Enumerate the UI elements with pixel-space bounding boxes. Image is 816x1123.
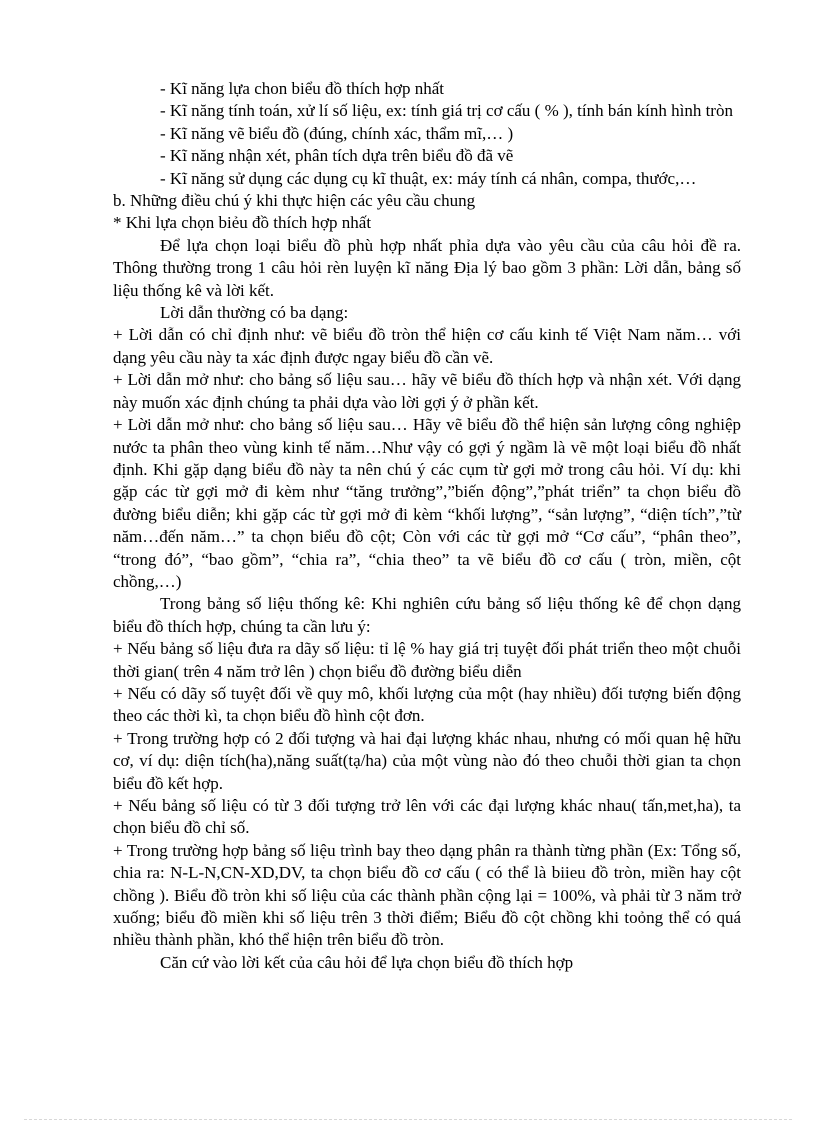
skill-item-analysis: - Kĩ năng nhận xét, phân tích dựa trên biểu đồ đã vẽ bbox=[160, 146, 514, 166]
page-boundary bbox=[24, 1119, 792, 1120]
rule-combined-chart: + Trong trường hợp có 2 đối tượng và hai đại lượng khác nhau, nhưng có mối quan hệ hữu cơ, ví dụ: diện tích(ha),năng suất(tạ/ha) của một vùng nào đó theo chuỗi thời gian ta chọn biểu đồ kết hợp. bbox=[113, 728, 741, 793]
lead-type-open: + Lời dẫn mở như: cho bảng số liệu sau… hãy vẽ biểu đồ thích hợp và nhận xét. Với dạng này muốn xác định chúng ta phải dựa vào lời gợi ý ở phần kết. bbox=[113, 370, 741, 412]
rule-bar-chart: + Nếu có dãy số tuyệt đối về quy mô, khối lượng của một (hay nhiều) đối tượng biến động theo các thời kì, ta chọn biểu đồ hình cột đơn. bbox=[113, 683, 741, 726]
skill-item-tools: - Kĩ năng sử dụng các dụng cụ kĩ thuật, ex: máy tính cá nhân, compa, thước,… bbox=[160, 168, 697, 188]
paragraph-conclusion: Căn cứ vào lời kết của câu hỏi để lựa chọn biểu đồ thích hợp bbox=[160, 952, 574, 972]
paragraph-statistics-table: Trong bảng số liệu thống kê: Khi nghiên cứu bảng số liệu thống kê để chọn dạng biểu đồ thích hợp, chúng ta cần lưu ý: bbox=[113, 594, 741, 636]
rule-structure-chart: + Trong trường hợp bảng số liệu trình bay theo dạng phân ra thành từng phần (Ex: Tổng số, chia ra: N-L-N,CN-XD,DV, ta chọn biểu đồ cơ cấu ( có thể là biieu đồ tròn, miền hay cột chồng ). Biểu đồ tròn khi số liệu của các thành phần cộng lại = 100%, và phải từ 3 năm trở xuống; biểu đồ miền khi số liệu trên 3 thời điểm; Biểu đồ cột chồng khi toỏng thể có quá nhiều thành phần, khó thể hiện trên biểu đồ tròn. bbox=[113, 840, 741, 950]
paragraph-lead-types: Lời dẫn thường có ba dạng: bbox=[160, 303, 349, 323]
skill-item-drawing: - Kĩ năng vẽ biểu đồ (đúng, chính xác, thẩm mĩ,… ) bbox=[160, 123, 514, 143]
document-body bbox=[113, 78, 741, 974]
skill-item-chart-choice: - Kĩ năng lựa chon biểu đồ thích hợp nhất bbox=[160, 79, 445, 98]
rule-index-chart: + Nếu bảng số liệu có từ 3 đối tượng trở lên với các đại lượng khác nhau( tấn,met,ha), ta chọn biểu đồ chỉ số. bbox=[113, 796, 741, 838]
lead-type-specified: + Lời dẫn có chỉ định như: vẽ biểu đồ tròn thể hiện cơ cấu kinh tế Việt Nam năm… với dạng yêu cầu này ta xác định được ngay biểu đồ cần vẽ. bbox=[113, 325, 741, 367]
paragraph-intro: Để lựa chọn loại biểu đồ phù hợp nhất phỉa dựa vào yêu cầu của câu hỏi đề ra. Thông thường trong 1 câu hỏi rèn luyện kĩ năng Địa lý bao gồm 3 phần: Lời dẫn, bảng số liệu thống kê và lời kết. bbox=[113, 235, 741, 300]
skill-item-calculation: - Kĩ năng tính toán, xử lí số liệu, ex: tính giá trị cơ cấu ( % ), tính bán kính hình tròn bbox=[160, 101, 733, 121]
rule-line-chart: + Nếu bảng số liệu đưa ra dãy số liệu: tỉ lệ % hay giá trị tuyệt đối phát triển theo một chuỗi thời gian( trên 4 năm trở lên ) chọn biểu đồ đường biểu diễn bbox=[113, 639, 741, 681]
section-heading: b. Những điều chú ý khi thực hiện các yêu cầu chung bbox=[113, 191, 476, 211]
lead-type-open-hint: + Lời dẫn mở như: cho bảng số liệu sau… Hãy vẽ biểu đồ thể hiện sản lượng công nghiệp nước ta phân theo vùng kinh tế năm…Như vậy có gợi ý ngầm là vẽ một loại biểu đồ nhất định. Khi gặp dạng biểu đồ này ta nên chú ý các cụm từ gợi mở trong câu hỏi. Ví dụ: khi gặp các từ gợi mở đi kèm như “tăng trưởng”,”biến động”,”phát triển” ta chọn biểu đồ đường biểu diễn; khi gặp các từ gợi mở đi kèm “khối lượng”, “sản lượng”, “diện tích”,”từ năm…đến năm…” ta chọn biểu đồ cột; Còn với các từ gợi mở “Cơ cấu”, “phân theo”, “trong đó”, “bao gồm”, “chia ra”, “chia theo” ta vẽ biểu đồ cơ cấu ( tròn, miền, cột chồng,…) bbox=[113, 415, 741, 591]
subsection-heading: * Khi lựa chọn biẻu đồ thích hợp nhất bbox=[113, 213, 372, 233]
